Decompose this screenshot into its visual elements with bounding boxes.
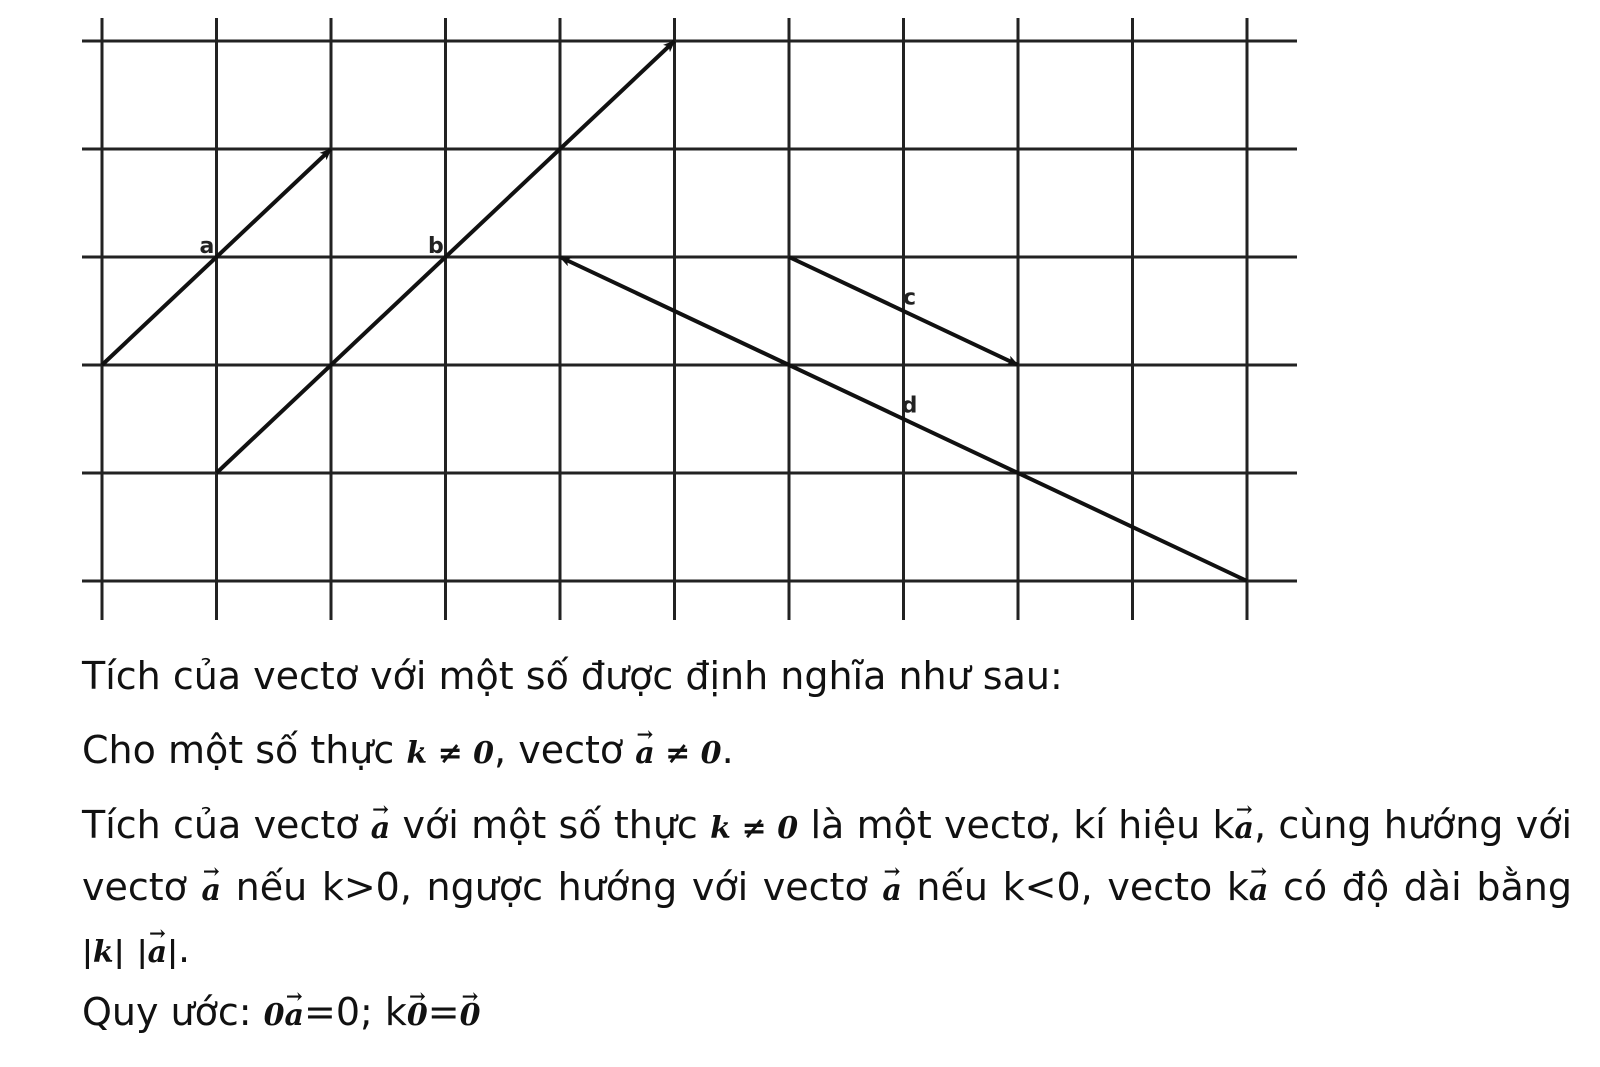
vector-a-symbol: → a [202,862,221,920]
vector-a-symbol: → a [882,862,901,920]
vector-a-symbol: → a [285,988,304,1044]
vector-a-symbol: → a [1235,800,1254,858]
k-nonzero: k ≠ 0 [710,811,799,846]
condition-prefix: Cho một số thực [82,728,407,772]
p3-text-4: , cùng hướng với vectơ [82,803,1572,909]
definition-intro [82,648,1572,704]
condition-end: . [721,728,734,772]
condition-line [82,722,1572,782]
convention-equals: = [427,990,460,1034]
definition-paragraph [82,796,1572,982]
a-nonzero: ≠ 0 [654,736,722,771]
abs-k: |k| [82,935,125,970]
vector-b-label: b [428,233,444,259]
p3-text-5: nếu k>0, ngược hướng với vectơ [221,865,883,909]
abs-bar-left: | [136,935,148,970]
p3-text-3: là một vectơ, kí hiệu k [798,803,1235,847]
vector-a-symbol: → a [1249,862,1268,920]
convention-prefix: Quy ước: [82,990,264,1034]
convention-line [82,984,1572,1044]
zero-scalar: 0 [263,998,285,1033]
p3-text-1: Tích của vectơ [82,803,371,847]
intro-text: Tích của vectơ với một số được định nghĩa như sau: [82,654,1063,698]
k-nonzero: k ≠ 0 [406,736,495,771]
vector-a-symbol: → a [371,800,390,858]
vector-d-label: d [901,393,918,419]
p3-text-6: nếu k<0, vecto k [901,865,1249,909]
p3-text-7: có độ dài bằng [1268,865,1572,909]
convention-mid: =0; k [304,990,407,1034]
vector-a-label: a [199,233,215,259]
vector-a-symbol: → a [635,726,654,782]
abs-bar-right: | [167,935,179,970]
p3-text-2: với một số thực [390,803,711,847]
zero-vector-result: → 0 [460,988,481,1044]
p3-text-end: . [178,927,191,971]
condition-mid: , vectơ [494,728,636,772]
zero-vector-symbol: → 0 [407,988,428,1044]
vector-a-symbol: → a [148,924,167,982]
vector-c-label: c [902,285,916,311]
